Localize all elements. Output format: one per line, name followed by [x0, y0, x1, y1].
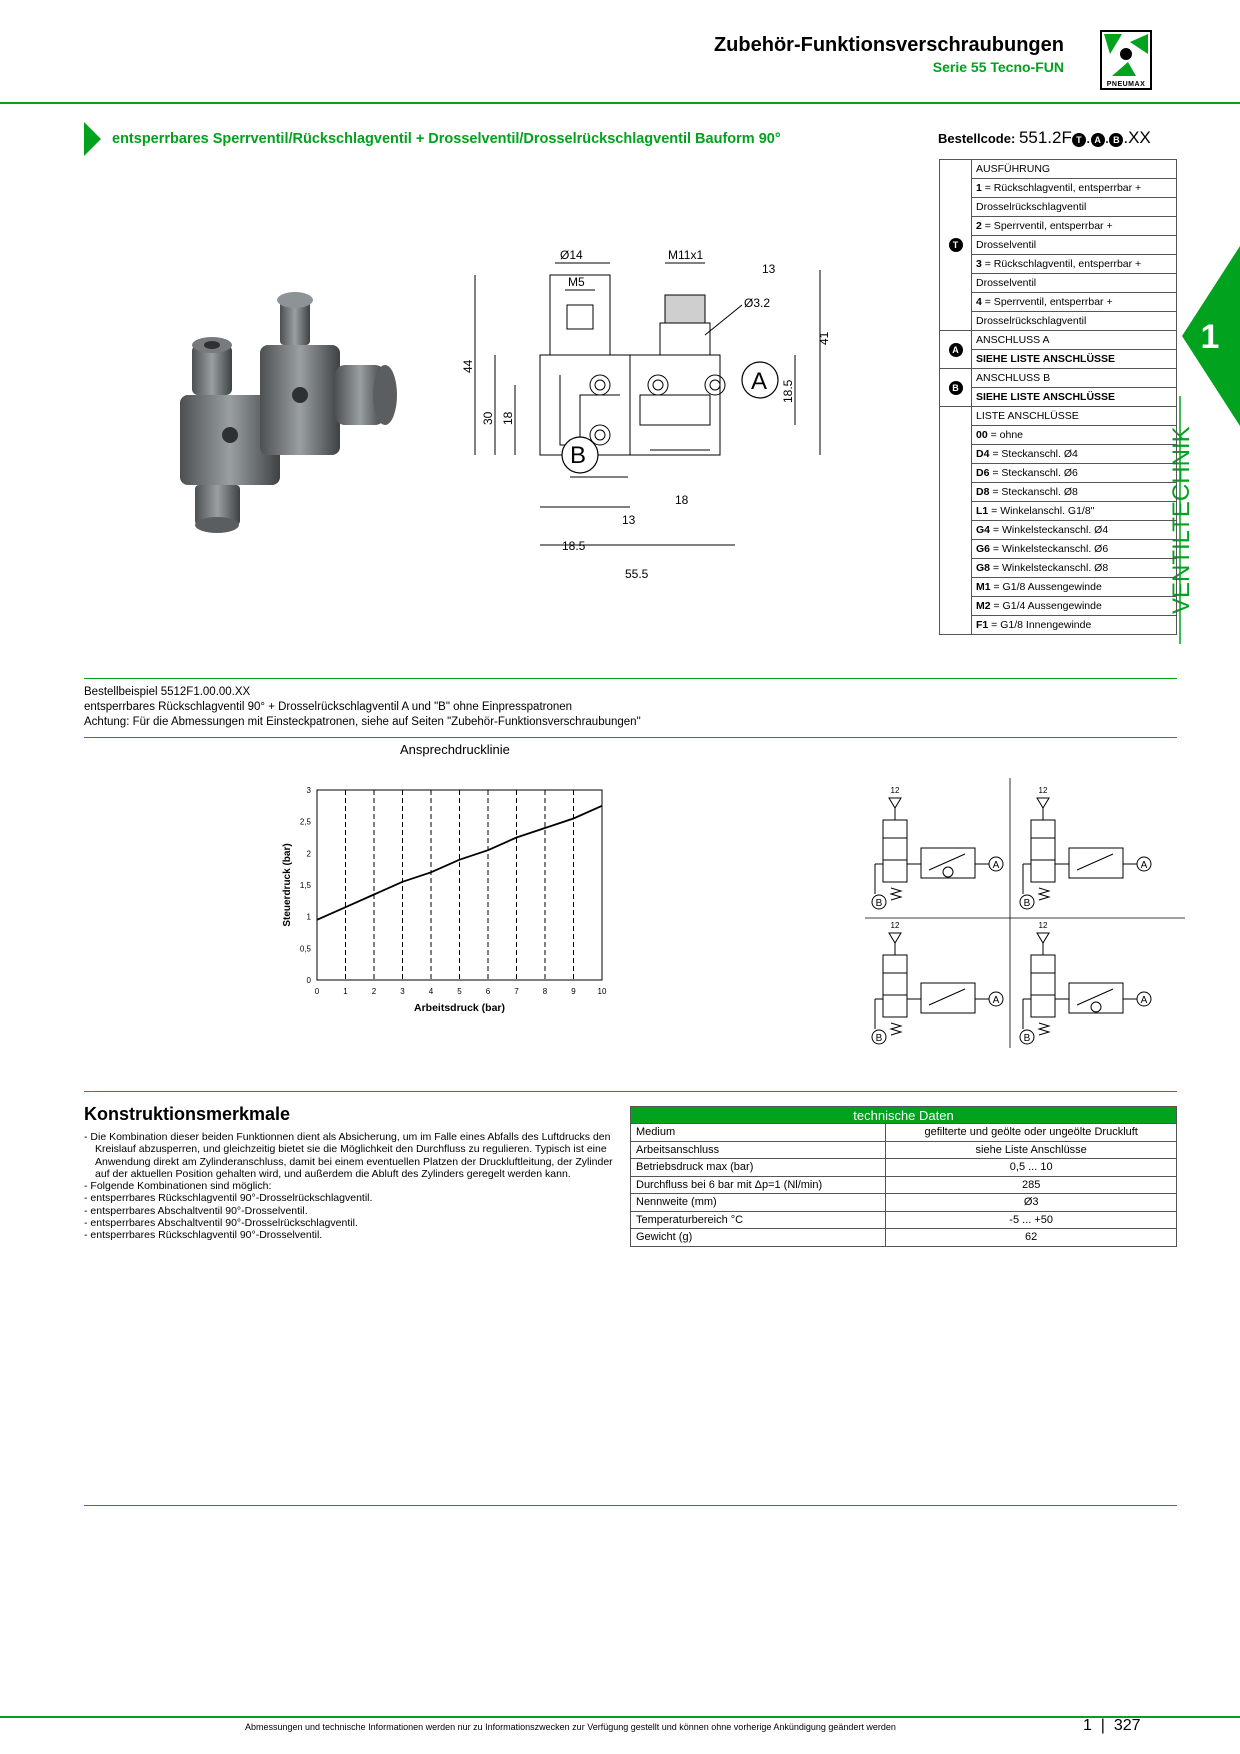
pilot-port-label: 12 [1038, 921, 1048, 930]
throttle-arrow-icon [1077, 854, 1113, 870]
tech-label: Nennweite (mm) [631, 1194, 886, 1212]
throttle-box [921, 983, 975, 1013]
connection-row: G6 = Winkelsteckanschl. Ø6 [972, 540, 1177, 559]
technical-data-header: technische Daten [631, 1107, 1177, 1124]
dim-m11: M11x1 [668, 248, 704, 262]
pilot-chamber [1031, 820, 1055, 838]
circuit-symbol [1020, 921, 1151, 1044]
circuit-symbol [1020, 786, 1151, 909]
tech-label: Medium [631, 1124, 886, 1142]
connection-row: 00 = ohne [972, 426, 1177, 445]
example-line-2: entsperrbares Rückschlagventil 90° + Drosselrückschlagventil A und "B" ohne Einpresspatronen [84, 701, 573, 713]
feature-item: - entsperrbares Abschaltventil 90°-Drosselrückschlagventil. [84, 1217, 624, 1229]
connection-row: D4 = Steckanschl. Ø4 [972, 445, 1177, 464]
feature-item: - Die Kombination dieser beiden Funktionnen dient als Absicherung, um im Falle eines Abfalls des Luftdrucks den Kreislauf abzusperren, und gleichzeitig bietet sie die Möglichkeit den Durchfluss zu regulieren. Typisch ist eine Anwendung direkt am Zylinderanschluss, damit bei einem eventuellen Platzen der Druckluftleitung, der Zylinder auf der aktuellen Position gehalten wird, und außerdem die Abluft des Zylinders geregelt werden kann. [84, 1131, 624, 1180]
feature-item: - Folgende Kombinationen sind möglich: [84, 1180, 624, 1192]
spring-icon [1039, 1023, 1049, 1035]
circuit-symbol [872, 921, 1003, 1044]
connection-row: M1 = G1/8 Aussengewinde [972, 578, 1177, 597]
footer-disclaimer: Abmessungen und technische Informationen werden nur zu Informationszwecken zur Verfügung gestellt und können ohne vorherige Ankündigung geändert werden [245, 1722, 896, 1732]
feature-item: - entsperrbares Rückschlagventil 90°-Drosselventil. [84, 1229, 624, 1241]
port-b-label: B [570, 442, 587, 469]
page-ref: 327 [1113, 1717, 1141, 1734]
throttle-box [1069, 983, 1123, 1013]
version-row-cont: Drosselventil [972, 274, 1177, 293]
version-row-cont: Drosselrückschlagventil [972, 198, 1177, 217]
port-b-label: B [875, 1033, 883, 1044]
features-title: Konstruktionsmerkmale [84, 1104, 291, 1124]
tech-value: Ø3 [886, 1194, 1177, 1212]
dim-h185: 18.5 [781, 379, 795, 403]
catalog-subtitle: Serie 55 Tecno-FUN [932, 59, 1064, 75]
tech-label: Temperaturbereich °C [631, 1211, 886, 1229]
section-rule [84, 737, 1177, 738]
page-number: 1 | 327 [1083, 1717, 1141, 1734]
dim-w13: 13 [622, 513, 636, 527]
port-a-label: A [992, 860, 1000, 871]
tech-label: Gewicht (g) [631, 1229, 886, 1247]
x-tick-label: 5 [457, 987, 462, 996]
x-tick-label: 3 [400, 987, 405, 996]
x-tick-label: 0 [314, 987, 320, 996]
pilot-chamber [883, 955, 907, 973]
section-rule [84, 1091, 1177, 1092]
port-a-label: A [1140, 860, 1148, 871]
throttle-box [1069, 848, 1123, 878]
connection-row: G4 = Winkelsteckanschl. Ø4 [972, 521, 1177, 540]
tech-label: Arbeitsanschluss [631, 1141, 886, 1159]
dim-h44: 44 [461, 359, 475, 373]
connection-row: L1 = Winkelanschl. G1/8" [972, 502, 1177, 521]
tech-value: 0,5 ... 10 [886, 1159, 1177, 1177]
pilot-port-label: 12 [890, 921, 900, 930]
section-rule [84, 678, 1177, 679]
x-tick-label: 1 [343, 987, 348, 996]
tech-value: 62 [886, 1229, 1177, 1247]
logo-text: PNEUMAX [1106, 81, 1146, 88]
connection-row: F1 = G1/8 Innengewinde [972, 616, 1177, 635]
check-ball-icon [943, 867, 953, 877]
x-tick-label: 10 [597, 987, 607, 996]
version-row-cont: Drosselventil [972, 236, 1177, 255]
x-tick-label: 9 [571, 987, 576, 996]
dim-w18: 18 [675, 493, 689, 507]
y-tick-label: 0 [306, 976, 311, 985]
spring-icon [1039, 888, 1049, 900]
version-header: AUSFÜHRUNG [972, 160, 1177, 179]
chapter-label: VENTILTECHNIK [1168, 426, 1195, 614]
connection-row: D6 = Steckanschl. Ø6 [972, 464, 1177, 483]
port-b-label: B [875, 898, 883, 909]
order-code-label: Bestellcode: [938, 131, 1016, 146]
check-ball-icon [1091, 1002, 1101, 1012]
port-a-label: A [751, 368, 768, 395]
dim-w555: 55.5 [625, 567, 649, 581]
throttle-box [921, 848, 975, 878]
connection-row: D8 = Steckanschl. Ø8 [972, 483, 1177, 502]
pilot-port-label: 12 [890, 786, 900, 795]
dim-h41: 41 [817, 331, 831, 345]
tech-value: gefilterte und geölte oder ungeölte Druckluft [886, 1124, 1177, 1142]
tech-value: siehe Liste Anschlüsse [886, 1141, 1177, 1159]
port-b-value: SIEHE LISTE ANSCHLÜSSE [972, 388, 1177, 407]
product-photo [170, 285, 420, 550]
chapter-ref: 1 [1083, 1717, 1092, 1734]
tech-label: Durchfluss bei 6 bar mit Δp=1 (Nl/min) [631, 1176, 886, 1194]
dim-d32: Ø3.2 [744, 296, 771, 310]
order-code-suffix: .XX [1123, 128, 1151, 147]
header-rule [0, 102, 1240, 104]
order-code: Bestellcode: 551.2F T . A . B .XX [938, 128, 1151, 147]
dim-h18: 18 [501, 411, 515, 425]
dim-m5: M5 [568, 275, 585, 289]
response-pressure-chart [280, 775, 655, 1050]
footer-rule [0, 1716, 1240, 1718]
y-tick-label: 3 [306, 786, 311, 795]
connection-row: G8 = Winkelsteckanschl. Ø8 [972, 559, 1177, 578]
pilot-triangle-icon [1037, 933, 1049, 943]
throttle-arrow-icon [929, 989, 965, 1005]
tech-value: 285 [886, 1176, 1177, 1194]
features-list [84, 1131, 624, 1242]
logo-mark-icon [1102, 32, 1150, 78]
section-arrow-icon [84, 122, 101, 156]
badge-t-icon: T [1072, 133, 1086, 147]
spring-icon [891, 1023, 901, 1035]
version-row: 2 = Sperrventil, entsperrbar + [972, 217, 1177, 236]
port-b-label: B [1023, 898, 1031, 909]
tech-value: -5 ... +50 [886, 1211, 1177, 1229]
dim-sw13: 13 [762, 262, 776, 276]
port-b-label: B [1023, 1033, 1031, 1044]
port-a-header: ANSCHLUSS A [972, 331, 1177, 350]
chart-title: Ansprechdrucklinie [400, 742, 510, 757]
y-tick-label: 0,5 [299, 944, 311, 954]
y-tick-label: 2 [306, 849, 311, 859]
spring-icon [891, 888, 901, 900]
technical-data-table [630, 1106, 1177, 1247]
section-rule [84, 1505, 1177, 1506]
x-tick-label: 8 [542, 987, 548, 996]
y-tick-label: 1,5 [299, 881, 311, 890]
chapter-number: 1 [1200, 318, 1220, 356]
dimension-drawing [461, 245, 930, 590]
badge-b-icon: B [949, 381, 963, 395]
pilot-triangle-icon [889, 933, 901, 943]
badge-t-icon: T [949, 238, 963, 252]
example-line-1: Bestellbeispiel 5512F1.00.00.XX [84, 686, 251, 698]
example-line-3: Achtung: Für die Abmessungen mit Einsteckpatronen, siehe auf Seiten "Zubehör-Funktionsverschraubungen" [84, 716, 641, 728]
feature-item: - entsperrbares Rückschlagventil 90°-Drosselrückschlagventil. [84, 1192, 624, 1204]
section-title: entsperrbares Sperrventil/Rückschlagventil + Drosselventil/Drosselrückschlagventil Bauform 90° [112, 131, 781, 147]
pilot-triangle-icon [1037, 798, 1049, 808]
tech-label: Betriebsdruck max (bar) [631, 1159, 886, 1177]
pilot-triangle-icon [889, 798, 901, 808]
connections-header: LISTE ANSCHLÜSSE [972, 407, 1177, 426]
x-tick-label: 4 [428, 987, 434, 996]
y-tick-label: 2,5 [299, 817, 311, 827]
pilot-chamber [1031, 955, 1055, 973]
pilot-chamber [883, 820, 907, 838]
port-a-label: A [992, 995, 1000, 1006]
dim-h30: 30 [481, 411, 495, 425]
port-b-header: ANSCHLUSS B [972, 369, 1177, 388]
y-tick-label: 1 [306, 912, 311, 922]
version-row: 3 = Rückschlagventil, entsperrbar + [972, 255, 1177, 274]
port-a-label: A [1140, 995, 1148, 1006]
circuit-symbols [865, 778, 1185, 1048]
x-tick-label: 2 [371, 987, 377, 996]
y-axis-label: Steuerdruck (bar) [282, 843, 293, 927]
order-code-table [939, 159, 1177, 635]
version-row: 4 = Sperrventil, entsperrbar + [972, 293, 1177, 312]
version-row-cont: Drosselrückschlagventil [972, 312, 1177, 331]
dim-w185: 18.5 [562, 539, 586, 553]
feature-item: - entsperrbares Abschaltventil 90°-Drosselventil. [84, 1205, 624, 1217]
version-row: 1 = Rückschlagventil, entsperrbar + [972, 179, 1177, 198]
connection-row: M2 = G1/4 Aussengewinde [972, 597, 1177, 616]
port-a-value: SIEHE LISTE ANSCHLÜSSE [972, 350, 1177, 369]
catalog-title: Zubehör-Funktionsverschraubungen [713, 34, 1064, 56]
dim-d14: Ø14 [560, 248, 583, 262]
x-tick-label: 6 [485, 987, 491, 996]
badge-b-icon: B [1109, 133, 1123, 147]
x-tick-label: 7 [514, 987, 519, 996]
badge-a-icon: A [949, 343, 963, 357]
x-axis-label: Arbeitsdruck (bar) [413, 1002, 506, 1014]
order-example [84, 685, 641, 730]
order-code-prefix: 551.2F [1018, 128, 1072, 147]
circuit-symbol [872, 786, 1003, 909]
pneumax-logo [1100, 30, 1152, 90]
badge-a-icon: A [1091, 133, 1105, 147]
pilot-port-label: 12 [1038, 786, 1048, 795]
